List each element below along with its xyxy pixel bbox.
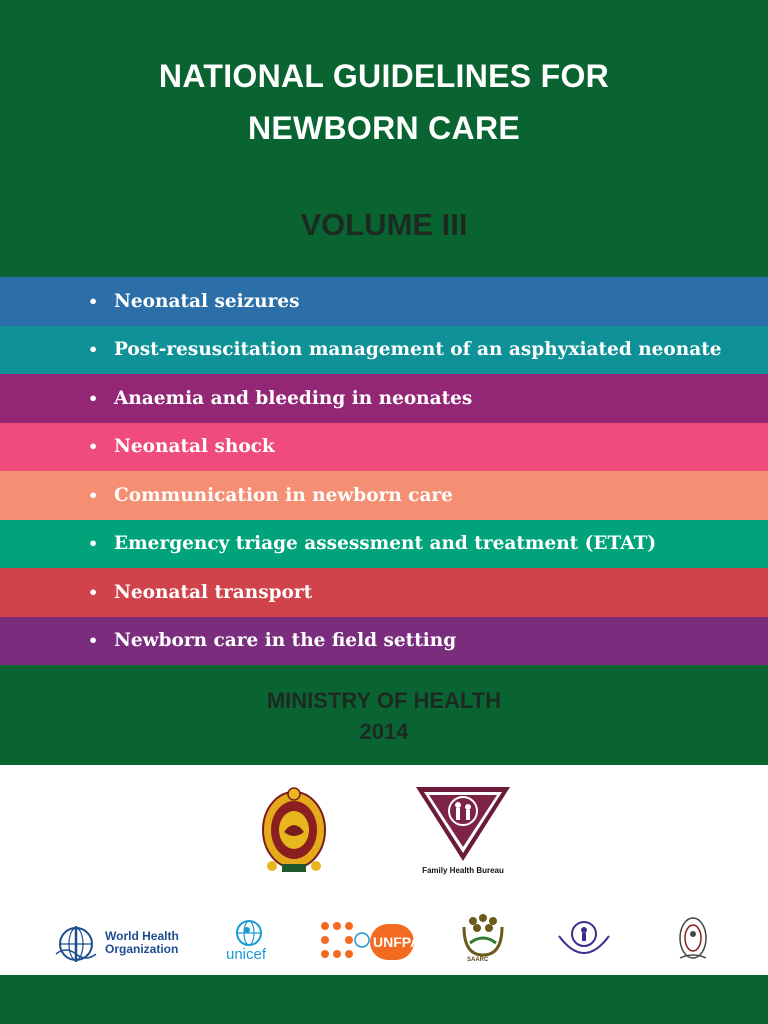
bullet-icon: •	[88, 291, 99, 311]
topic-item	[0, 277, 768, 326]
bullet-icon: •	[88, 534, 99, 554]
publisher-name: MINISTRY OF HEALTH	[266, 688, 502, 713]
topic-label: Anaemia and bleeding in neonates	[114, 387, 473, 409]
bullet-icon: •	[88, 388, 99, 408]
who-text-line-2: Organization	[105, 942, 179, 956]
volume-label: VOLUME III	[300, 207, 468, 242]
perinatal-society-emblem-icon	[676, 914, 710, 964]
bullet-icon: •	[88, 582, 99, 602]
topic-label: Emergency triage assessment and treatment (ETAT)	[114, 533, 657, 555]
topic-item	[0, 568, 768, 617]
sri-lanka-emblem-icon	[260, 786, 328, 874]
topic-item	[0, 520, 768, 569]
topic-label: Communication in newborn care	[114, 484, 453, 506]
topic-item	[0, 617, 768, 666]
bullet-icon: •	[88, 340, 99, 360]
topic-label: Neonatal transport	[114, 581, 313, 603]
topic-label: Neonatal shock	[114, 436, 275, 458]
unfpa-logo-text: UNFPA	[373, 934, 421, 950]
who-logo-text	[105, 930, 179, 956]
topic-item	[0, 374, 768, 423]
topic-item	[0, 471, 768, 520]
topic-item	[0, 423, 768, 472]
saarc-logo-icon	[460, 913, 506, 957]
topic-label: Newborn care in the field setting	[114, 630, 457, 652]
topic-item	[0, 326, 768, 375]
family-health-bureau-icon	[414, 785, 512, 863]
who-text-line-1: World Health	[105, 929, 179, 943]
bullet-icon: •	[88, 437, 99, 457]
publication-year: 2014	[359, 719, 409, 744]
topic-label: Neonatal seizures	[114, 290, 300, 312]
unicef-logo-icon	[231, 918, 267, 948]
topic-list	[0, 277, 768, 665]
title-line-2: NEWBORN CARE	[247, 110, 521, 146]
college-of-paediatricians-icon	[553, 918, 615, 962]
saarc-logo-text: SAARC	[467, 957, 489, 963]
unicef-logo-text: unicef	[226, 946, 267, 963]
cover-footer	[0, 975, 768, 1024]
bullet-icon: •	[88, 631, 99, 651]
topic-label: Post-resuscitation management of an asphyxiated neonate	[114, 339, 722, 361]
fhb-caption: Family Health Bureau	[422, 866, 504, 875]
who-logo-icon	[53, 924, 99, 964]
title-line-1: NATIONAL GUIDELINES FOR	[158, 58, 610, 94]
bullet-icon: •	[88, 485, 99, 505]
